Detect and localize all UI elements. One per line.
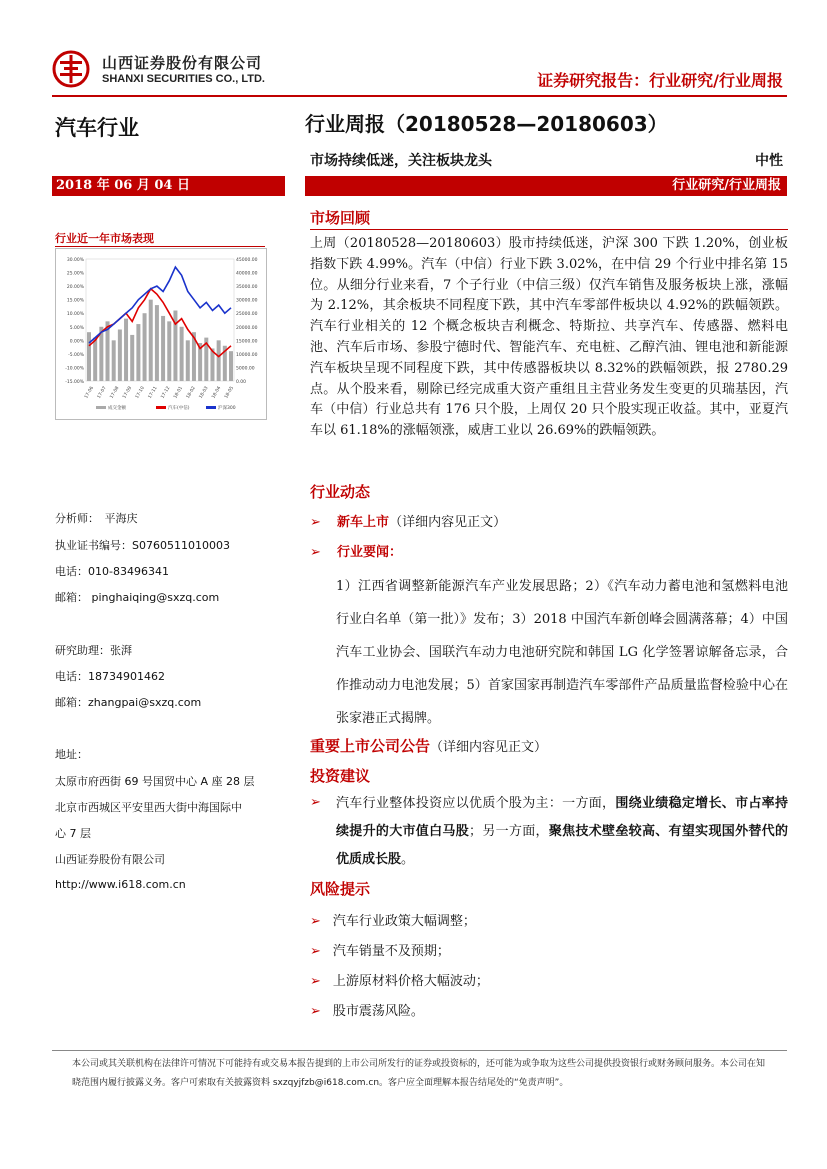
y-tick-label-right: 40000.00 xyxy=(236,271,258,277)
volume-bar xyxy=(130,335,134,381)
y-tick-label-left: 5.00% xyxy=(69,325,84,331)
news-label: 行业要闻： xyxy=(337,545,403,560)
investment-part-1: 汽车行业整体投资应以优质个股为主：一方面， xyxy=(336,796,616,811)
disclaimer-text: 本公司或其关联机构在法律许可情况下可能持有或交易本报告提到的上市公司所发行的证券或投资标的，还可能为或争取为这些公司提供投资银行或财务顾问服务。本公司在知晓范围内履行披露义务。客户可索取有关披露资料 sxzqyjfzb@i618.com.cn。客户应全面理解本报告结尾处的“免责声明”。 xyxy=(72,1059,766,1088)
y-tick-label-left: -10.00% xyxy=(65,366,84,372)
report-title: 行业周报（20180528—20180603） xyxy=(305,112,668,136)
risk-item xyxy=(310,970,489,989)
header-divider xyxy=(52,95,787,97)
risk-text: 汽车销量不及预期； xyxy=(332,944,450,959)
news-text: 1）江西省调整新能源汽车产业发展思路；2）《汽车动力蓄电池和氢燃料电池行业白名单（第一批）》发布；3）2018 中国汽车新创峰会圆满落幕；4）中国汽车工业协会、国联汽车动力电池研究院和韩国 LG 化学签署谅解备忘录，合作推动动力电池发展；5）首家国家再制造汽车零部件产品质量监督检验中心在张家港正式揭牌。 xyxy=(336,579,788,726)
auto-line xyxy=(89,289,231,357)
y-tick-label-right: 20000.00 xyxy=(236,325,258,331)
y-tick-label-left: 0.00% xyxy=(69,339,84,345)
volume-bar xyxy=(112,340,116,381)
address-beijing-1: 北京市西城区平安里西大街中海国际中 xyxy=(55,801,242,814)
volume-bar xyxy=(186,340,190,381)
analyst-email[interactable]: pinghaiqing@sxzq.com xyxy=(91,591,220,604)
arrow-bullet-icon: ➢ xyxy=(310,1004,321,1019)
section-risks: 风险提示 xyxy=(310,880,371,898)
x-tick-label: 17-09 xyxy=(122,385,134,400)
volume-bar xyxy=(155,305,159,381)
report-date: 2018 年 06 月 04 日 xyxy=(52,176,285,196)
x-tick-label: 17-08 xyxy=(109,385,121,400)
company-logo xyxy=(52,50,90,88)
volume-bar xyxy=(229,351,233,381)
x-tick-label: 17-07 xyxy=(96,385,108,400)
news-row xyxy=(310,541,402,560)
y-tick-label-right: 45000.00 xyxy=(236,258,258,263)
arrow-bullet-icon: ➢ xyxy=(310,515,321,530)
x-tick-label: 18-05 xyxy=(224,385,236,400)
company-name-en: SHANXI SECURITIES CO., LTD. xyxy=(102,73,265,85)
investment-part-2: ；另一方面， xyxy=(469,824,549,839)
address-beijing-2: 心 7 层 xyxy=(55,827,91,840)
investment-part-3: 。 xyxy=(401,852,415,867)
arrow-bullet-icon: ➢ xyxy=(310,795,321,810)
hs300-line xyxy=(89,267,231,343)
chart-title-underline xyxy=(55,246,265,247)
volume-bar xyxy=(161,316,165,381)
volume-bar xyxy=(124,319,128,381)
license-number: 执业证书编号：S0760511010003 xyxy=(55,539,230,552)
legend-label: 沪深300 xyxy=(218,406,236,411)
x-tick-label: 18-03 xyxy=(198,385,210,400)
report-subtitle: 市场持续低迷，关注板块龙头 xyxy=(310,153,492,169)
y-tick-label-right: 25000.00 xyxy=(236,312,258,318)
address-taiyuan: 太原市府西街 69 号国贸中心 A 座 28 层 xyxy=(55,775,255,788)
volume-bar xyxy=(118,329,122,381)
x-tick-label: 18-02 xyxy=(185,385,197,400)
y-tick-label-left: 25.00% xyxy=(66,271,84,277)
y-tick-label-left: 15.00% xyxy=(66,298,84,304)
risk-text: 股市震荡风险。 xyxy=(332,1004,424,1019)
analyst: 分析师： 平海庆 xyxy=(55,512,138,525)
arrow-bullet-icon: ➢ xyxy=(310,545,321,560)
footer-divider xyxy=(52,1050,787,1051)
volume-bar xyxy=(149,300,153,381)
analyst-email-label: 邮箱： xyxy=(55,591,88,604)
assistant: 研究助理：张湃 xyxy=(55,644,132,657)
y-tick-label-left: 30.00% xyxy=(66,258,84,263)
address-label: 地址： xyxy=(55,748,88,761)
arrow-bullet-icon: ➢ xyxy=(310,914,321,929)
legend-swatch xyxy=(156,406,166,409)
volume-bar xyxy=(136,324,140,381)
analyst-email-row xyxy=(55,589,219,605)
y-tick-label-right: 30000.00 xyxy=(236,298,258,304)
volume-bar xyxy=(180,327,184,381)
company-name-cn: 山西证券股份有限公司 xyxy=(102,54,263,72)
risk-item xyxy=(310,910,476,929)
risk-text: 上游原材料价格大幅波动； xyxy=(332,974,489,989)
arrow-bullet-icon: ➢ xyxy=(310,944,321,959)
volume-bar xyxy=(87,332,91,381)
y-tick-label-right: 0.00 xyxy=(236,380,247,385)
y-tick-label-left: 20.00% xyxy=(66,285,84,291)
section-divider xyxy=(310,229,788,230)
x-tick-label: 17-06 xyxy=(84,385,96,400)
x-tick-label: 17-10 xyxy=(135,385,146,400)
market-chart-svg xyxy=(56,249,266,419)
volume-bar xyxy=(93,338,97,381)
rating: 中性 xyxy=(755,153,783,169)
volume-bar xyxy=(217,340,221,381)
y-tick-label-right: 15000.00 xyxy=(236,339,258,345)
market-review-text: 上周（20180528—20180603）股市持续低迷，沪深 300 下跌 1.20%，创业板指数下跌 4.99%。汽车（中信）行业下跌 3.02%，在中信 29 个行业中排名第 15 位。从细分行业来看，7 个子行业（中信三级）仅汽车销售及服务板块上涨，涨幅为 2.12%，其余板块不同程度下跌，其中汽车零部件板块以 4.92%的跌幅领跌。汽车行业相关的 12 个概念板块吉利概念、特斯拉、共享汽车、传感器、燃料电池、汽车后市场、参股宁德时代、智能汽车、充电桩、乙醇汽油、锂电池和新能源汽车板块呈现不同程度下跌，其中传感器板块以 8.32%的跌幅领跌，报 2780.29 点。从个股来看，剔除已经完成重大资产重组且主营业务发生变更的贝瑞基因，汽车（中信）行业总共有 176 只个股，上周仅 20 只个股实现正收益。其中，亚夏汽车以 61.18%的涨幅领涨，威唐工业以 26.69%的跌幅领跌。 xyxy=(310,236,788,439)
section-industry-news: 行业动态 xyxy=(310,483,371,501)
new-car-label: 新车上市 xyxy=(337,515,390,530)
announcements-note: （详细内容见正文） xyxy=(430,740,548,755)
y-tick-label-left: -5.00% xyxy=(68,352,84,358)
x-tick-label: 18-01 xyxy=(173,385,185,400)
section-market-review: 市场回顾 xyxy=(310,209,371,227)
announcements-row xyxy=(310,735,547,756)
legend-label: 成交金额 xyxy=(108,406,126,411)
legend-swatch xyxy=(96,406,106,409)
investment-text xyxy=(336,790,788,874)
x-tick-label: 18-04 xyxy=(211,385,223,400)
x-tick-label: 17-11 xyxy=(147,385,159,400)
report-type: 证券研究报告：行业研究/行业周报 xyxy=(537,71,783,90)
section-investment: 投资建议 xyxy=(310,767,371,785)
y-tick-label-left: 10.00% xyxy=(66,312,84,318)
arrow-bullet-icon: ➢ xyxy=(310,974,321,989)
risk-item xyxy=(310,940,450,959)
y-tick-label-left: -15.00% xyxy=(65,380,84,385)
new-car-row xyxy=(310,511,506,530)
x-tick-label: 17-12 xyxy=(160,385,172,400)
volume-bar xyxy=(143,313,147,381)
report-category: 行业研究/行业周报 xyxy=(305,176,787,196)
y-tick-label-right: 10000.00 xyxy=(236,352,258,358)
y-tick-label-right: 35000.00 xyxy=(236,285,258,291)
investment-bold-2: 聚焦技术壁垒较高、有望实现国外替代的优质成长股 xyxy=(336,824,788,867)
section-announcements: 重要上市公司公告 xyxy=(310,737,431,755)
risk-item xyxy=(310,1000,424,1019)
company-name-footer: 山西证券股份有限公司 xyxy=(55,853,165,866)
volume-bar xyxy=(167,321,171,381)
investment-bold-1: 围绕业绩稳定增长、市占率持续提升的大市值白马股 xyxy=(336,796,788,839)
legend-label: 汽车(中信) xyxy=(168,406,190,411)
market-chart xyxy=(55,248,267,420)
assistant-phone: 电话：18734901462 xyxy=(55,670,165,683)
legend-swatch xyxy=(206,406,216,409)
y-tick-label-right: 5000.00 xyxy=(236,366,255,372)
risk-text: 汽车行业政策大幅调整； xyxy=(332,914,476,929)
website-link[interactable]: http://www.i618.com.cn xyxy=(55,878,186,891)
analyst-phone: 电话：010-83496341 xyxy=(55,565,169,578)
new-car-note: （详细内容见正文） xyxy=(389,515,507,530)
chart-title: 行业近一年市场表现 xyxy=(55,232,154,245)
industry-name: 汽车行业 xyxy=(55,116,139,140)
assistant-email[interactable]: 邮箱：zhangpai@sxzq.com xyxy=(55,696,202,709)
